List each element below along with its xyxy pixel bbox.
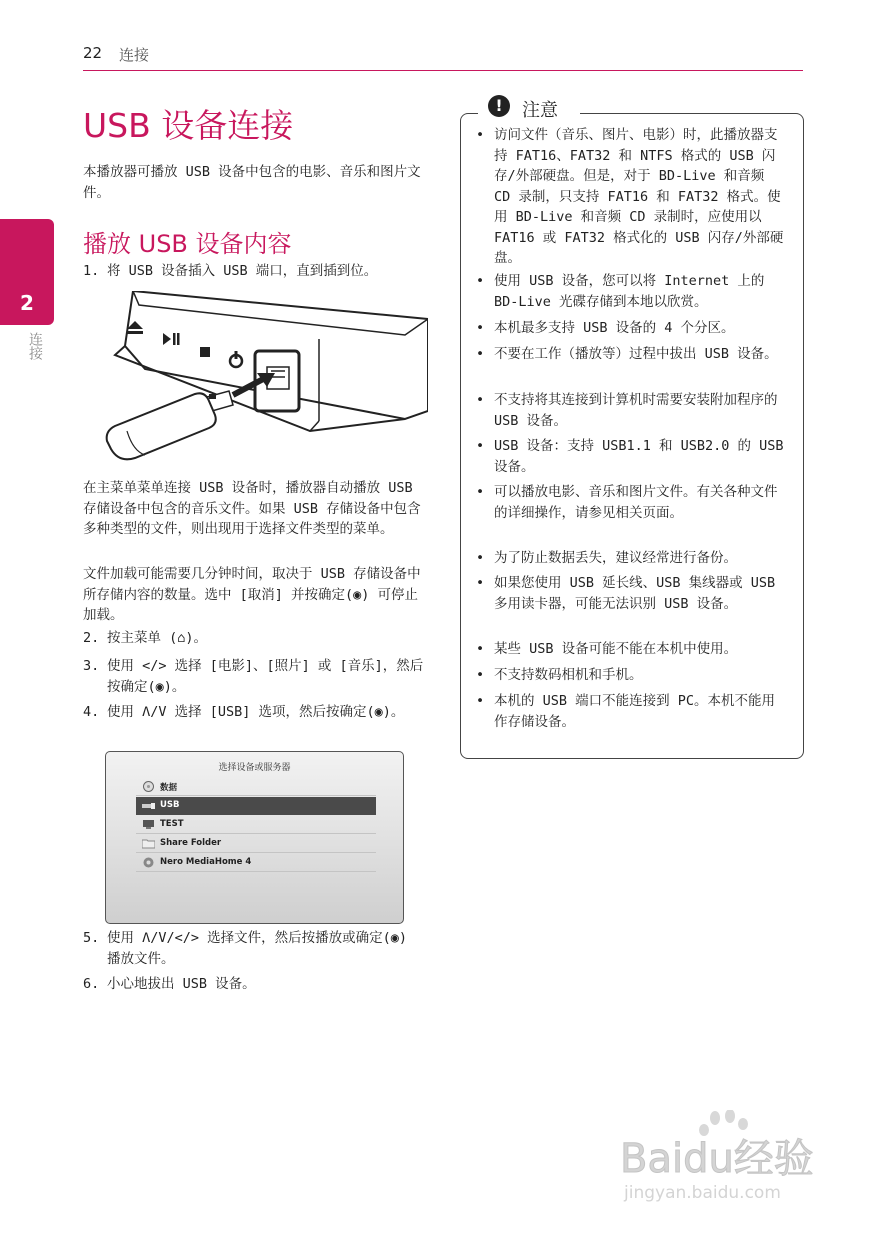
bullet-icon: •: [476, 273, 485, 289]
bullet-icon: •: [476, 392, 485, 408]
step-number: 2.: [83, 630, 100, 646]
chapter-label: 连接: [27, 332, 43, 360]
step-text: 按主菜单 (⌂)。: [107, 630, 208, 646]
header-section: 连接: [119, 46, 150, 64]
step-text: 小心地拔出 USB 设备。: [107, 976, 256, 992]
step-5: [83, 928, 428, 969]
step-number: 6.: [83, 976, 100, 992]
step-3: [83, 656, 428, 697]
step-4: [83, 702, 428, 723]
device-label: 数据: [160, 783, 178, 793]
device-label: Nero MediaHome 4: [160, 857, 252, 867]
note-item: • 不支持数码相机和手机。: [476, 665, 788, 686]
note-item: • 使用 USB 设备，您可以将 Internet 上的 BD-Live 光碟存储到本地以欣赏。: [476, 273, 765, 310]
bullet-icon: •: [476, 693, 485, 709]
note-item: • 不要在工作（播放等）过程中拔出 USB 设备。: [476, 344, 788, 365]
usb-icon: [142, 800, 155, 811]
stop-icon: [200, 347, 210, 357]
bullet-icon: •: [476, 127, 485, 143]
device-label: USB: [160, 800, 180, 810]
step-number: 4.: [83, 704, 100, 720]
device-label: Share Folder: [160, 838, 222, 848]
device-item-data[interactable]: [136, 778, 376, 796]
warning-icon: !: [488, 95, 510, 117]
step-number: 5.: [83, 930, 100, 946]
intro-text: 本播放器可播放 USB 设备中包含的电影、音乐和图片文件。: [83, 164, 421, 201]
step-number: 1.: [83, 263, 100, 279]
step-6: [83, 974, 428, 995]
media-server-icon: [142, 857, 155, 868]
usb-insertion-illustration: [105, 291, 428, 461]
step-1: [83, 261, 428, 282]
bullet-icon: •: [476, 438, 485, 454]
computer-icon: [142, 819, 155, 830]
device-label: TEST: [160, 819, 184, 829]
bullet-icon: •: [476, 575, 485, 591]
paragraph-auto-play: 在主菜单菜单连接 USB 设备时，播放器自动播放 USB 存储设备中包含的音乐文件。如果 USB 存储设备中包含多种类型的文件，则出现用于选择文件类型的菜单。: [83, 480, 421, 537]
note-header: [478, 93, 580, 121]
step-number: 3.: [83, 658, 100, 674]
device-item-usb[interactable]: [136, 797, 376, 815]
device-item-nero[interactable]: [136, 854, 376, 872]
paw-icon: [699, 1110, 748, 1136]
paragraph-loading: 文件加载可能需要几分钟时间，取决于 USB 存储设备中所存储内容的数量。选中 [取消] 并按确定(◉) 可停止加载。: [83, 566, 421, 623]
bullet-icon: •: [476, 667, 485, 683]
folder-icon: [142, 838, 155, 849]
watermark-url: jingyan.baidu.com: [624, 1183, 781, 1203]
note-item: • 不支持将其连接到计算机时需要安装附加程序的 USB 设备。: [476, 392, 778, 429]
page-title: USB 设备连接: [83, 106, 294, 145]
device-selection-screen: [105, 751, 404, 924]
note-item: • USB 设备：支持 USB1.1 和 USB2.0 的 USB 设备。: [476, 438, 784, 475]
disc-icon: [142, 781, 155, 792]
step-text: 使用 Λ/V/</> 选择文件，然后按播放或确定(◉) 播放文件。: [107, 930, 408, 967]
step-text: 将 USB 设备插入 USB 端口，直到插到位。: [107, 263, 378, 279]
usb-stick-icon: [107, 391, 233, 459]
note-item: • 为了防止数据丢失，建议经常进行备份。: [476, 548, 788, 569]
watermark-brand: Baidu经验: [620, 1136, 814, 1182]
device-item-test[interactable]: [136, 816, 376, 834]
bullet-icon: •: [476, 484, 485, 500]
note-item: • 本机最多支持 USB 设备的 4 个分区。: [476, 318, 788, 339]
note-item: • 访问文件（音乐、图片、电影）时，此播放器支持 FAT16、FAT32 和 NTFS 格式的 USB 闪存/外部硬盘。但是，对于 BD-Live 和音频 CD 录制，只支持 FAT16 和 FAT32 格式。使用 BD-Live 和音频 CD 录制时，应使用以 FAT16 或 FAT32 格式化的 USB 闪存/外部硬盘。: [476, 127, 784, 266]
chapter-number: 2: [20, 291, 34, 315]
device-item-share-folder[interactable]: [136, 835, 376, 853]
note-item: • 可以播放电影、音乐和图片文件。有关各种文件的详细操作，请参见相关页面。: [476, 484, 778, 521]
bullet-icon: •: [476, 641, 485, 657]
page-number: 22: [83, 44, 103, 62]
step-text: 使用 </> 选择 [电影]、[照片] 或 [音乐]，然后按确定(◉)。: [107, 658, 424, 695]
baidu-watermark: [620, 1110, 820, 1205]
bullet-icon: •: [476, 550, 485, 566]
bullet-icon: •: [476, 346, 485, 362]
screen-title: 选择设备或服务器: [218, 763, 291, 773]
chapter-tab: [0, 219, 54, 325]
section-heading: 播放 USB 设备内容: [83, 230, 292, 258]
bullet-icon: •: [476, 320, 485, 336]
note-item: • 某些 USB 设备可能不能在本机中使用。: [476, 639, 788, 660]
page-header: [83, 42, 803, 71]
note-title: 注意: [522, 100, 558, 121]
step-text: 使用 Λ/V 选择 [USB] 选项，然后按确定(◉)。: [107, 704, 405, 720]
step-2: [83, 628, 428, 649]
note-item: • 本机的 USB 端口不能连接到 PC。本机不能用作存储设备。: [476, 693, 776, 730]
note-item: • 如果您使用 USB 延长线、USB 集线器或 USB 多用读卡器，可能无法识别 USB 设备。: [476, 575, 776, 612]
